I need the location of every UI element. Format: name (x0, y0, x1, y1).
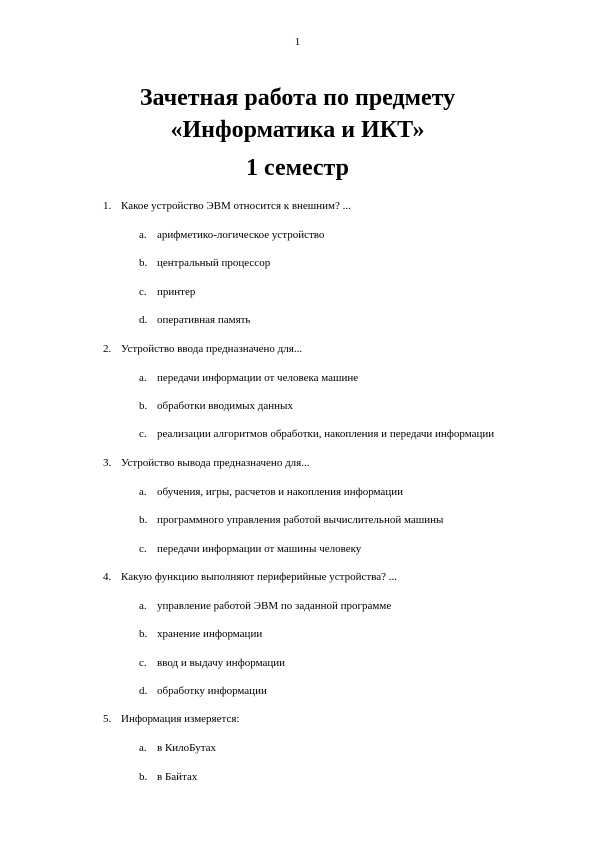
option-text: передачи информации от машины человеку (157, 542, 362, 555)
option-letter: b. (139, 257, 148, 270)
answer-option (0, 313, 595, 341)
option-letter: b. (139, 399, 148, 412)
answer-option (0, 741, 595, 769)
option-letter: d. (139, 314, 148, 327)
answer-option (0, 513, 595, 541)
answer-option (0, 399, 595, 427)
question-text: Какую функцию выполняют периферийные устройства? ... (121, 570, 398, 583)
title-line-2: «Информатика и ИКТ» (170, 117, 425, 143)
question-number: 4. (103, 570, 112, 583)
option-text: оперативная память (157, 314, 251, 327)
answer-option (0, 228, 595, 256)
option-text: в КилоБутах (157, 742, 217, 755)
question-text: Устройство вывода предназначено для... (121, 456, 310, 469)
option-text: обучения, игры, расчетов и накопления информации (157, 485, 403, 498)
answer-option (0, 770, 595, 798)
question-5 (0, 712, 595, 798)
option-letter: a. (139, 742, 147, 755)
semester-heading: 1 семестр (246, 155, 349, 181)
option-text: арифметико-логическое устройство (157, 229, 325, 241)
option-text: принтер (157, 285, 196, 298)
question-4 (0, 570, 595, 713)
option-letter: d. (139, 685, 148, 698)
option-letter: a. (139, 229, 147, 241)
option-letter: c. (139, 285, 147, 298)
option-text: программного управления работой вычислительной машины (157, 514, 444, 527)
answer-option (0, 627, 595, 655)
question-text: Информация измеряется: (121, 713, 240, 726)
option-text: обработку информации (157, 685, 267, 698)
option-letter: c. (139, 656, 147, 669)
question-1 (0, 199, 595, 342)
question-number: 2. (103, 342, 112, 355)
answer-option (0, 485, 595, 513)
option-text: центральный процессор (157, 257, 271, 270)
option-text: хранение информации (157, 628, 263, 641)
page-number: 1 (294, 36, 301, 48)
question-text: Какое устройство ЭВМ относится к внешним? ... (121, 200, 351, 212)
answer-option (0, 371, 595, 399)
answer-option (0, 656, 595, 684)
answer-option (0, 542, 595, 570)
option-letter: b. (139, 628, 148, 641)
option-text: управление работой ЭВМ по заданной программе (157, 599, 392, 612)
option-letter: c. (139, 428, 147, 441)
question-number: 5. (103, 713, 112, 726)
title-line-1: Зачетная работа по предмету (139, 85, 456, 111)
option-text: реализации алгоритмов обработки, накопления и передачи информации (157, 428, 495, 441)
option-letter: a. (139, 371, 147, 384)
answer-option (0, 599, 595, 627)
option-letter: c. (139, 542, 147, 555)
question-number: 1. (103, 200, 112, 212)
question-text: Устройство ввода предназначено для... (121, 342, 303, 355)
option-letter: b. (139, 770, 148, 783)
option-text: передачи информации от человека машине (157, 371, 359, 384)
option-letter: b. (139, 514, 148, 527)
question-number: 3. (103, 456, 112, 469)
answer-option (0, 427, 595, 455)
option-text: ввод и выдачу информации (157, 656, 286, 669)
question-list (0, 199, 595, 798)
answer-option (0, 256, 595, 284)
option-letter: a. (139, 599, 147, 612)
option-text: обработки вводимых данных (157, 399, 293, 412)
option-letter: a. (139, 485, 147, 498)
answer-option (0, 684, 595, 712)
question-2 (0, 342, 595, 456)
option-text: в Байтах (157, 770, 198, 783)
document-title (0, 82, 595, 146)
question-3 (0, 456, 595, 570)
answer-option (0, 285, 595, 313)
